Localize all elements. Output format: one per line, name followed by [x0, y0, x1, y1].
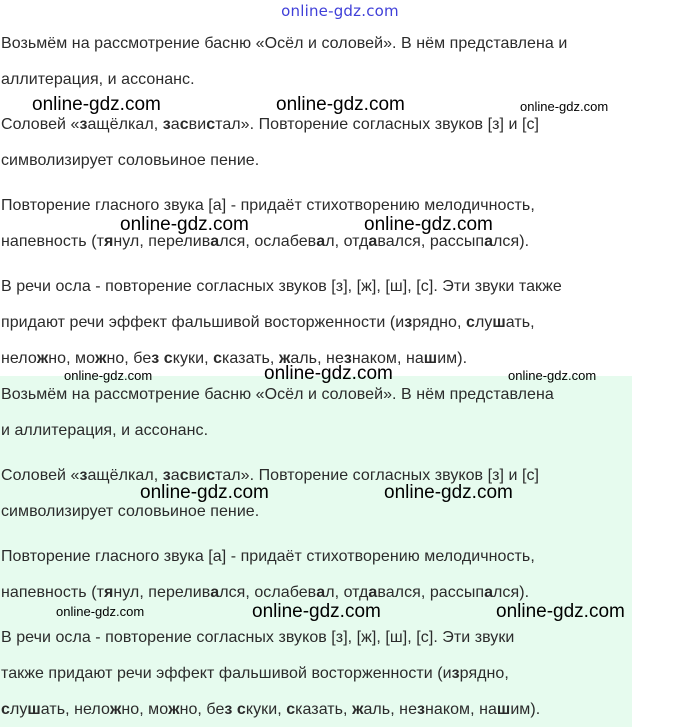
paragraph-line: Повторение гласного звука [а] - придаёт стихотворению мелодичность,: [1, 197, 535, 214]
paragraph-line: символизирует соловьиное пение.: [1, 503, 260, 520]
watermark: online-gdz.com: [264, 363, 393, 384]
paragraph-line: символизирует соловьиное пение.: [1, 152, 260, 169]
watermark: online-gdz.com: [496, 601, 625, 622]
watermark: online-gdz.com: [140, 482, 269, 503]
paragraph-line: В речи осла - повторение согласных звуков [з], [ж], [ш], [с]. Эти звуки: [1, 629, 515, 646]
paragraph-line: неложно, можно, без скуки, сказать, жаль, незнаком, нашим).: [1, 350, 468, 367]
paragraph-line: слушать, неложно, можно, без скуки, сказать, жаль, незнаком, нашим).: [1, 701, 541, 718]
paragraph-line: Возьмём на рассмотрение басню «Осёл и соловей». В нём представлена: [1, 386, 554, 403]
paragraph-line: и аллитерация, и ассонанс.: [1, 422, 209, 439]
paragraph-line: аллитерация, и ассонанс.: [1, 71, 195, 88]
paragraph-line: напевность (тянул, переливался, ослабевал, отдавался, рассыпался).: [1, 233, 530, 250]
paragraph-line: Соловей «защёлкал, засвистал». Повторение согласных звуков [з] и [с]: [1, 116, 540, 133]
paragraph-line: напевность (тянул, переливался, ослабевал, отдавался, рассыпался).: [1, 584, 530, 601]
watermark: online-gdz.com: [32, 94, 161, 115]
paragraph-line: В речи осла - повторение согласных звуков [з], [ж], [ш], [с]. Эти звуки также: [1, 278, 562, 295]
watermark: online-gdz.com: [384, 482, 513, 503]
paragraph-line: также придают речи эффект фальшивой восторженности (изрядно,: [1, 665, 509, 682]
watermark: online-gdz.com: [276, 94, 405, 115]
watermark: online-gdz.com: [252, 601, 381, 622]
watermark: online-gdz.com: [508, 368, 597, 383]
paragraph-line: придают речи эффект фальшивой восторженности (изрядно, слушать,: [1, 314, 535, 331]
paragraph-line: Возьмём на рассмотрение басню «Осёл и соловей». В нём представлена и: [1, 35, 568, 52]
watermark: online-gdz.com: [364, 214, 493, 235]
watermark: online-gdz.com: [64, 368, 153, 383]
watermark: online-gdz.com: [520, 99, 609, 114]
header-watermark: online-gdz.com: [281, 2, 399, 20]
paragraph-line: Повторение гласного звука [а] - придаёт стихотворению мелодичность,: [1, 548, 535, 565]
paragraph-line: Соловей «защёлкал, засвистал». Повторение согласных звуков [з] и [с]: [1, 467, 540, 484]
watermark: online-gdz.com: [120, 214, 249, 235]
watermark: online-gdz.com: [56, 604, 145, 619]
